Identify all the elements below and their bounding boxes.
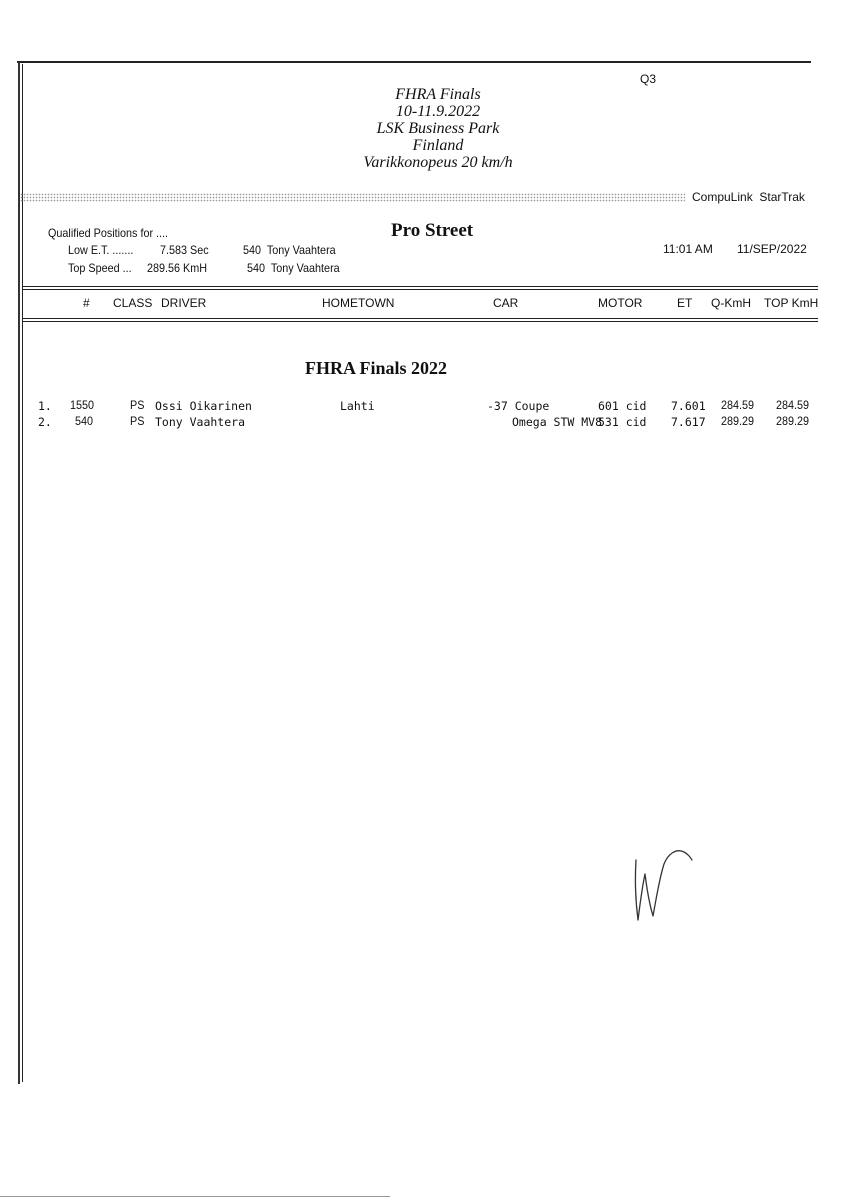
row-car: -37 Coupe xyxy=(487,399,550,413)
left-border-inner xyxy=(22,64,23,1082)
row-motor: 601 cid xyxy=(598,399,647,413)
event-title: FHRA Finals xyxy=(395,86,481,103)
col-driver: DRIVER xyxy=(161,296,207,310)
low-et-value: 7.583 Sec xyxy=(160,243,209,257)
low-et-label: Low E.T. ....... xyxy=(68,243,134,257)
row-q-kmh: 284.59 xyxy=(721,398,755,412)
top-speed-value: 289.56 KmH xyxy=(147,261,208,275)
header-rule-top-2 xyxy=(22,289,818,290)
row-q-kmh: 289.29 xyxy=(721,414,755,428)
col-class: CLASS xyxy=(113,296,153,310)
system-name: CompuLink StarTrak xyxy=(692,190,805,204)
report-date: 11/SEP/2022 xyxy=(737,242,807,256)
dotted-band xyxy=(20,193,685,202)
row-hometown: Lahti xyxy=(340,399,375,413)
event-note: Varikkonopeus 20 km/h xyxy=(363,154,513,171)
class-title: Pro Street xyxy=(391,220,474,241)
col-motor: MOTOR xyxy=(598,296,643,310)
sheet-id: Q3 xyxy=(640,72,657,86)
section-title: FHRA Finals 2022 xyxy=(305,358,448,378)
event-country: Finland xyxy=(412,137,464,154)
col-car: CAR xyxy=(493,296,519,310)
row-driver: Ossi Oikarinen xyxy=(155,399,252,413)
row-num: 540 xyxy=(75,414,94,428)
event-venue: LSK Business Park xyxy=(376,120,500,137)
header-rule-top-1 xyxy=(22,286,818,287)
col-q-kmh: Q-KmH xyxy=(711,296,751,310)
bottom-scan-line xyxy=(0,1196,390,1197)
low-et-holder: 540 Tony Vaahtera xyxy=(243,243,336,257)
top-border xyxy=(17,61,811,63)
row-driver: Tony Vaahtera xyxy=(155,415,246,429)
qualified-label: Qualified Positions for .... xyxy=(48,226,169,240)
header-rule-bottom-2 xyxy=(22,321,818,322)
event-dates: 10-11.9.2022 xyxy=(395,103,481,120)
row-top-kmh: 284.59 xyxy=(776,398,810,412)
row-et: 7.601 xyxy=(671,399,706,413)
row-num: 1550 xyxy=(70,398,95,412)
row-motor: 531 cid xyxy=(598,415,647,429)
left-border xyxy=(18,62,20,1084)
top-speed-label: Top Speed ... xyxy=(68,261,132,275)
col-pos: # xyxy=(83,296,90,310)
report-time: 11:01 AM xyxy=(663,242,713,256)
header-rule-bottom-1 xyxy=(22,318,818,319)
col-et: ET xyxy=(677,296,693,310)
row-pos: 1. xyxy=(38,399,52,413)
row-car: Omega STW MV8 xyxy=(512,415,603,429)
row-class: PS xyxy=(130,398,145,412)
row-class: PS xyxy=(130,414,145,428)
top-speed-holder: 540 Tony Vaahtera xyxy=(247,261,340,275)
row-pos: 2. xyxy=(38,415,52,429)
col-top-kmh: TOP KmH xyxy=(764,296,819,310)
row-top-kmh: 289.29 xyxy=(776,414,810,428)
col-hometown: HOMETOWN xyxy=(322,296,395,310)
signature xyxy=(626,842,706,932)
row-et: 7.617 xyxy=(671,415,706,429)
